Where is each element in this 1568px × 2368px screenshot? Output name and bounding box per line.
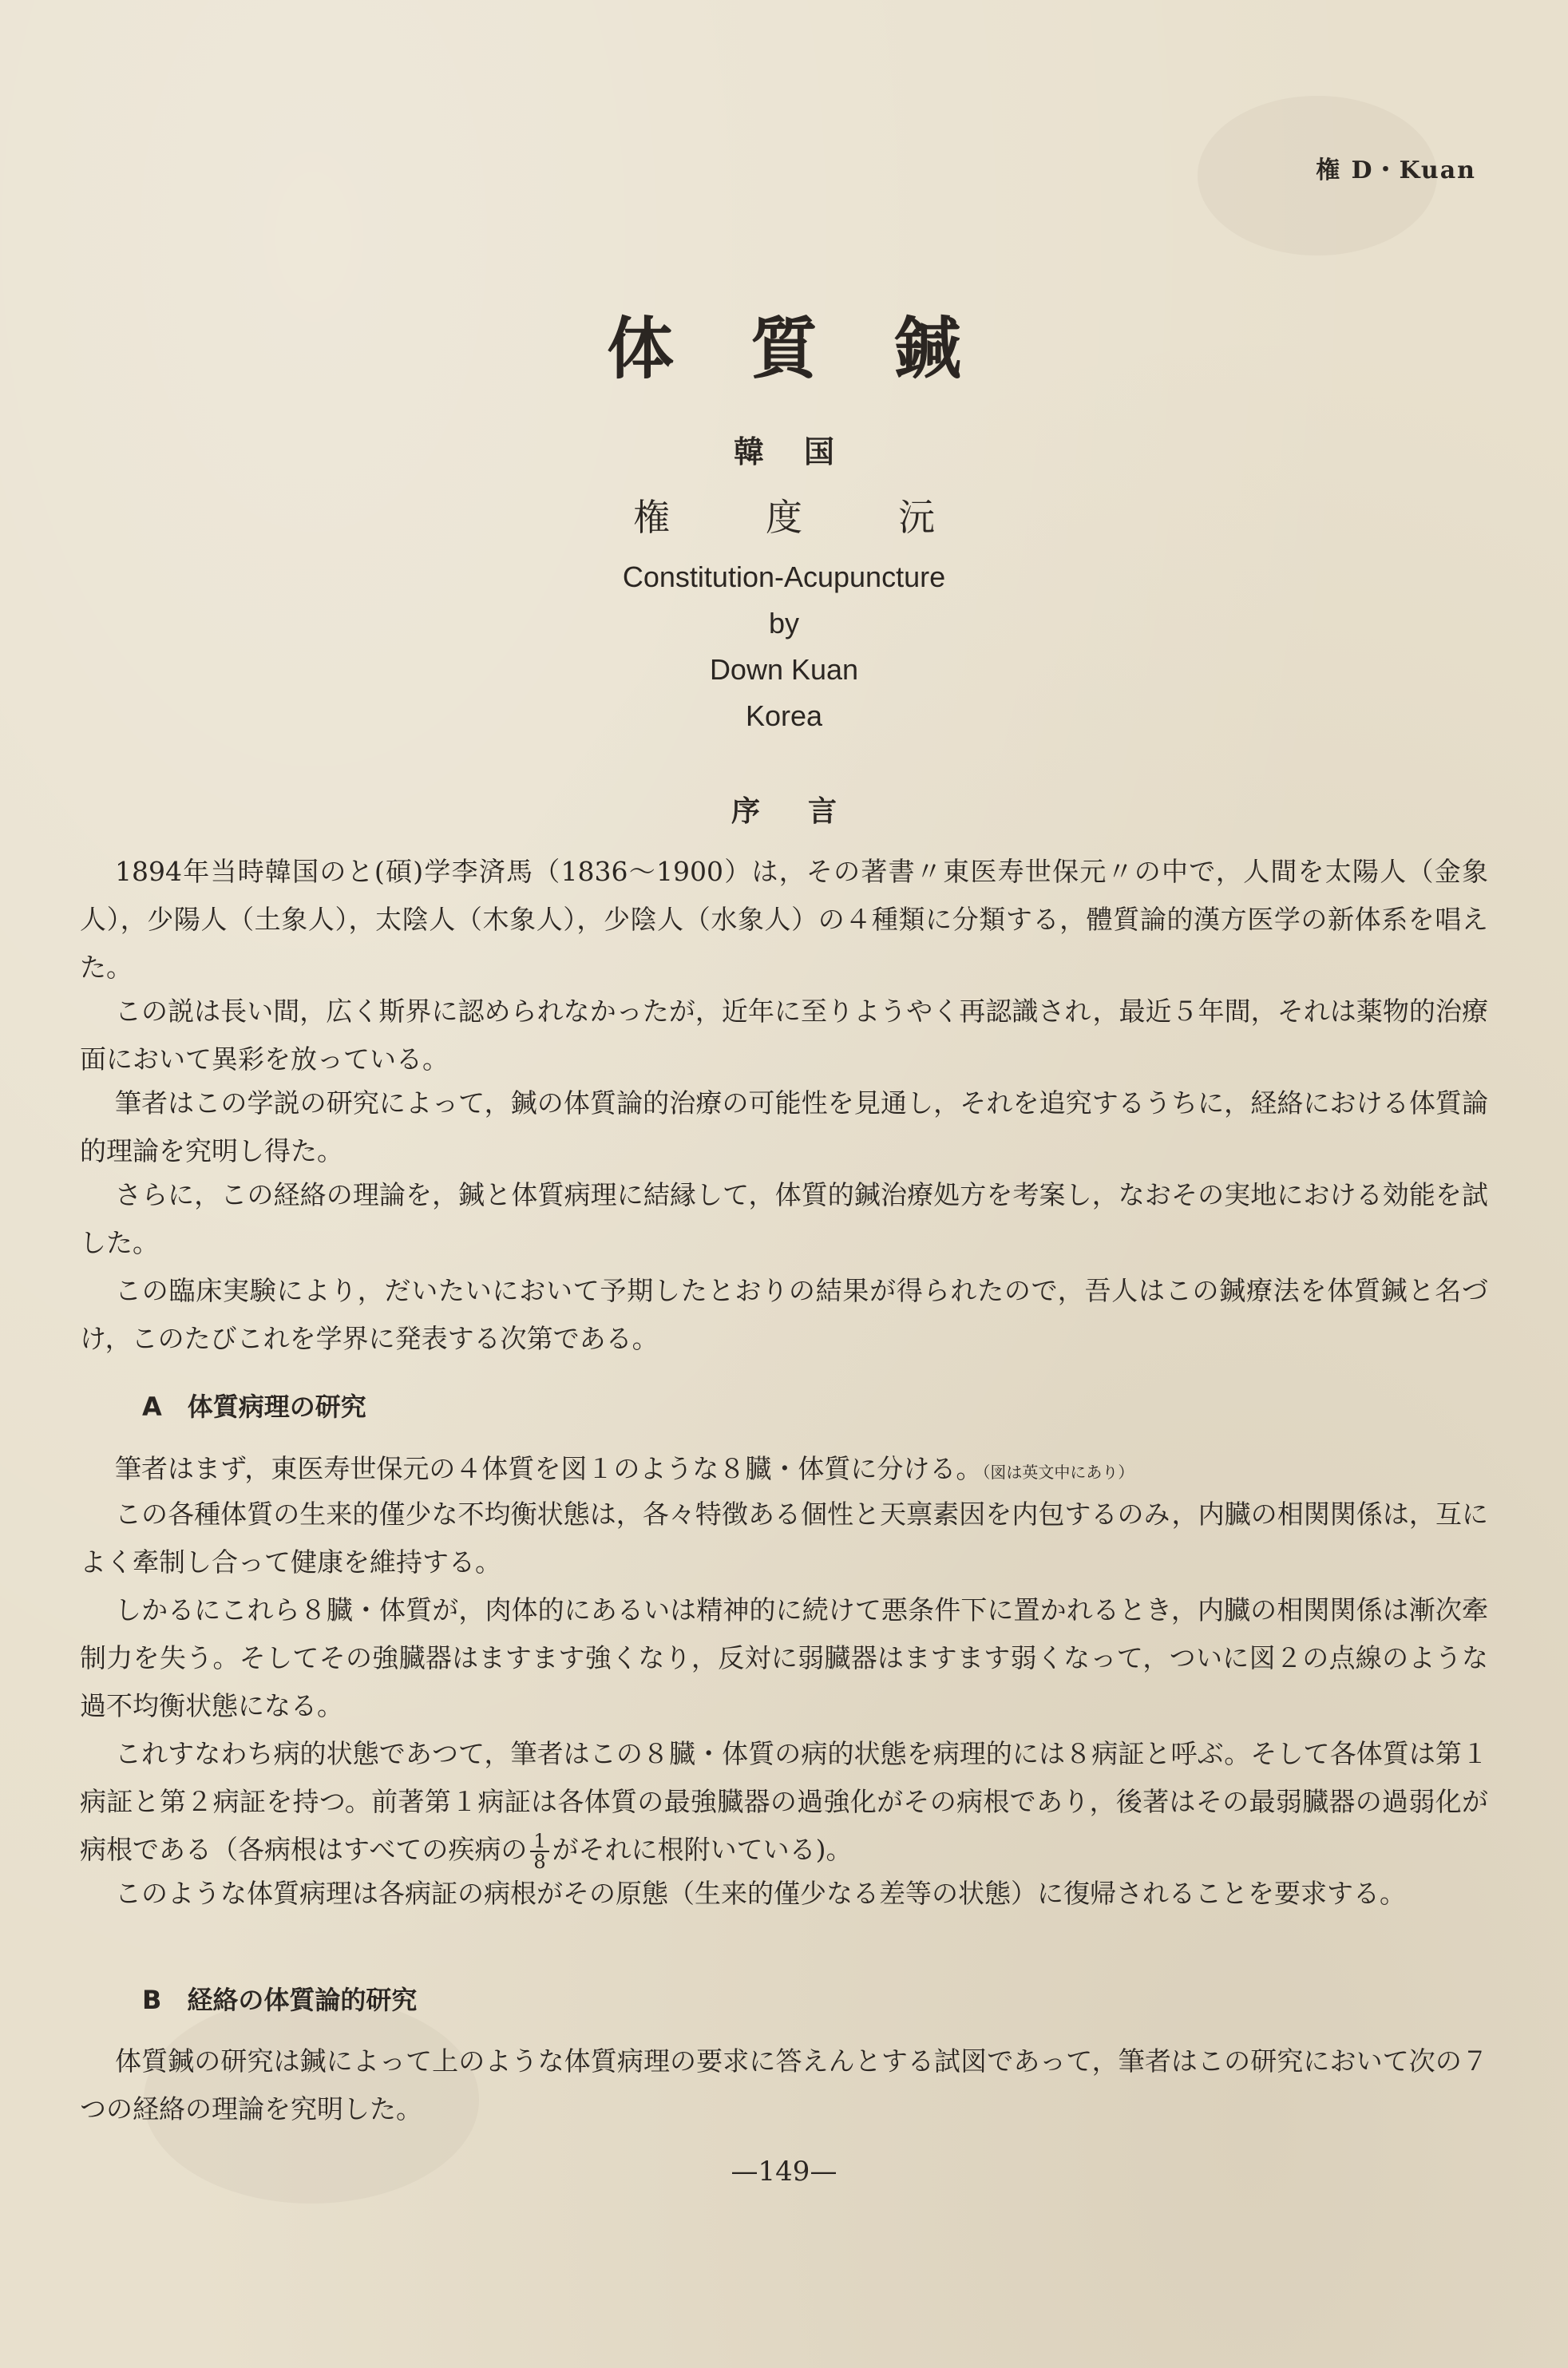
section-b-heading: B 経絡の体質論的研究 (142, 1985, 418, 2015)
section-a-heading: A 体質病理の研究 (142, 1392, 366, 1422)
english-country: Korea (745, 699, 823, 732)
figure-note: （図は英文中にあり） (982, 1463, 1134, 1482)
english-by: by (768, 607, 800, 640)
page-number: —149— (731, 2156, 837, 2188)
section-a-paragraph-1-text: 筆者はまず，東医寿世保元の４体質を図１のような８臓・体質に分ける。 (115, 1453, 983, 1484)
preface-paragraph-5: この臨床実験により，だいたいにおいて予期したとおりの結果が得られたので，吾人はこの鍼療法を体質鍼と名づけ，このたびこれを学界に発表する次第である。 (80, 1275, 1488, 1354)
fraction-denominator: 8 (533, 1851, 546, 1873)
section-a-paragraph-4-text-after: がそれに根附いている)。 (552, 1834, 853, 1865)
running-head: 権 D・Kuan (1316, 156, 1476, 184)
article-title: 体質鍼 (606, 309, 1038, 388)
section-a-paragraph-2: この各種体質の生来的僅少な不均衡状態は，各々特徴ある個性と天禀素因を内包するのみ，内臓の相関関係は，互によく牽制し合って健康を維持する。 (80, 1499, 1488, 1578)
section-a-paragraph-4 (80, 1730, 1488, 1874)
section-a-paragraph-5: このような体質病理は各病証の病根がその原態（生来的僅少なる差等の状態）に復帰されることを要求する。 (115, 1878, 1406, 1909)
preface-paragraph-1: 1894年当時韓国のと(碩)学李済馬（1836〜1900）は，その著書〃東医寿世保元〃の中で，人間を太陽人（金象人），少陽人（土象人），太陰人（木象人），少陰人（水象人）の４種類に分類する，體質論的漢方医学の新体系を唱えた。 (80, 856, 1489, 983)
preface-paragraph-3: 筆者はこの学説の研究によって，鍼の体質論的治療の可能性を見通し，それを追究するうちに，経絡における体質論的理論を究明し得た。 (80, 1087, 1488, 1166)
author-name: 権度沅 (633, 496, 1031, 539)
english-title: Constitution-Acupuncture (622, 560, 946, 593)
preface-paragraph-2: この説は長い間，広く斯界に認められなかったが，近年に至りようやく再認識され，最近５年間，それは薬物的治療面において異彩を放っている。 (80, 996, 1488, 1075)
section-b-paragraph-1: 体質鍼の研究は鍼によって上のような体質病理の要求に答えんとする試図であって，筆者はこの研究において次の７つの経絡の理論を究明した。 (80, 2045, 1488, 2124)
section-a-paragraph-1 (80, 1445, 1488, 1496)
preface-paragraph-4: さらに，この経絡の理論を，鍼と体質病理に結縁して，体質的鍼治療処方を考案し，なおその実地における効能を試した。 (80, 1179, 1488, 1258)
author-country: 韓国 (733, 434, 874, 469)
english-author: Down Kuan (709, 653, 859, 686)
fraction-numerator: 1 (530, 1831, 548, 1852)
section-a-paragraph-4-text-before: これすなわち病的状態であつて，筆者はこの８臓・体質の病的状態を病理的には８病証と呼ぶ。そして各体質は第１病証と第２病証を持つ。前著第１病証は各体質の最強臓器の過強化がその病根であり，後著はその最弱臓器の過弱化が病根である（各病根はすべての疾病の (80, 1738, 1488, 1865)
preface-heading: 序言 (731, 794, 885, 828)
section-a-paragraph-3: しかるにこれら８臓・体質が，肉体的にあるいは精神的に続けて悪条件下に置かれるとき，内臓の相関関係は漸次牽制力を失う。そしてその強臓器はますます強くなり，反対に弱臓器はますます弱くなって，ついに図２の点線のような過不均衡状態になる。 (80, 1594, 1488, 1721)
fraction-one-eighth (530, 1831, 548, 1871)
